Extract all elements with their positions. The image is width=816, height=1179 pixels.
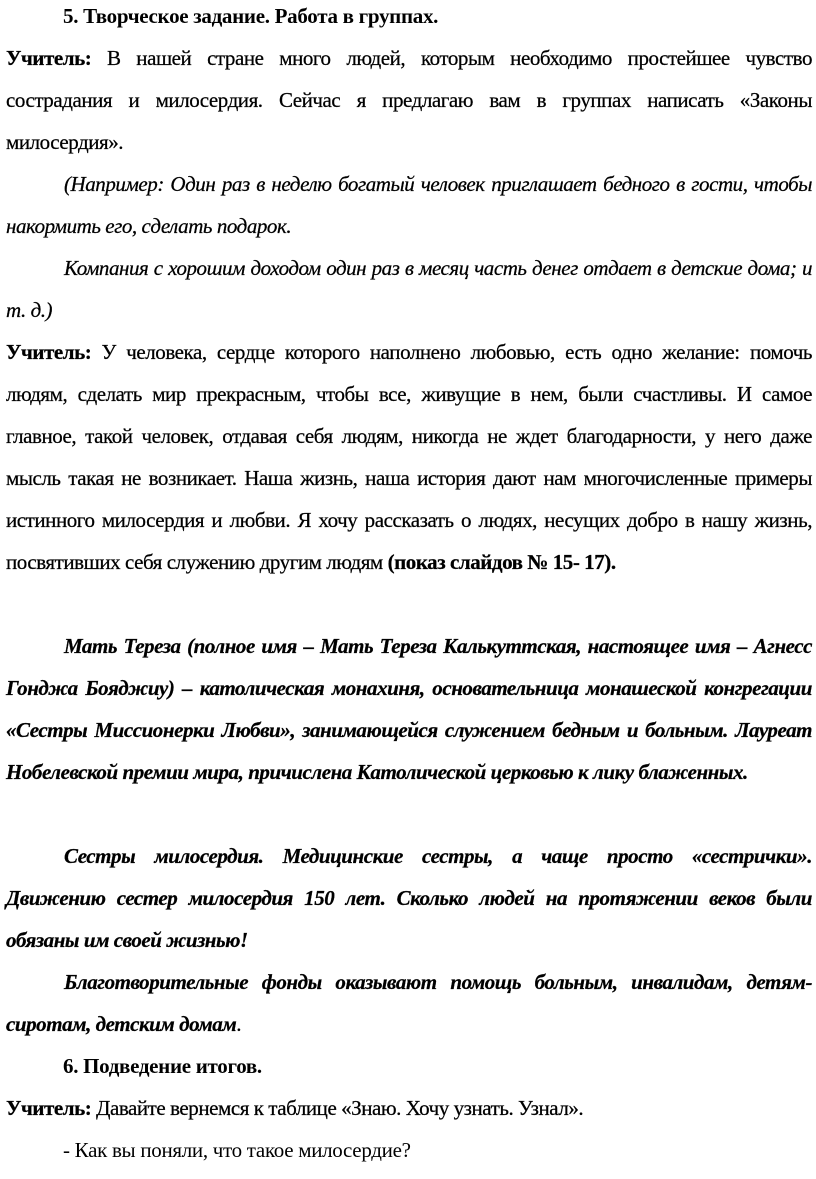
speaker-label: Учитель: — [6, 340, 92, 364]
teacher-paragraph-3 — [6, 1087, 812, 1129]
charity-paragraph — [6, 961, 812, 1045]
slides-note: (показ слайдов № 15- 17). — [387, 550, 616, 574]
charity-end: . — [236, 1012, 242, 1036]
speaker-label: Учитель: — [6, 1096, 92, 1120]
example-1: (Например: Один раз в неделю богатый человек приглашает бедного в гости, чтобы накормить его, сделать подарок. — [6, 172, 812, 238]
teacher-paragraph-1 — [6, 37, 812, 163]
paragraph-text: Давайте вернемся к таблице «Знаю. Хочу узнать. Узнал». — [91, 1096, 584, 1120]
question-line: - Как вы поняли, что такое милосердие? — [63, 1138, 411, 1162]
paragraph-text: У человека, сердце которого наполнено любовью, есть одно желание: помочь людям, сделать мир прекрасным, чтобы все, живущие в нем, были счастливы. И самое главное, такой человек, отдавая себя людям, никогда не ждет благодарности, у него даже мысль такая не возникает. Наша жизнь, наша история дают нам многочисленные примеры истинного милосердия и любви. Я хочу рассказать о людях, несущих добро в нашу жизнь, посвятивших себя служению другим людям — [6, 340, 812, 574]
teacher-paragraph-2 — [6, 331, 812, 583]
example-2: Компания с хорошим доходом один раз в месяц часть денег отдает в детские дома; и т. д.) — [6, 256, 812, 322]
mother-teresa-paragraph: Мать Тереза (полное имя – Мать Тереза Калькуттская, настоящее имя – Агнесс Гонджа Бояджиу) – католическая монахиня, основательница монашеской конгрегации «Сестры Миссионерки Любви», занимающейся служением бедным и больным. Лауреат Нобелевской премии мира, причислена Католической церковью к лику блаженных. — [6, 634, 812, 784]
section-5-heading: 5. Творческое задание. Работа в группах. — [63, 4, 439, 28]
speaker-label: Учитель: — [6, 46, 92, 70]
sisters-of-mercy-paragraph: Сестры милосердия. Медицинские сестры, а чаще просто «сестрички». Движению сестер милосердия 150 лет. Сколько людей на протяжении веков были обязаны им своей жизнью! — [6, 844, 812, 952]
charity-text: Благотворительные фонды оказывают помощь больным, инвалидам, детям-сиротам, детским домам — [6, 970, 812, 1036]
section-6-heading: 6. Подведение итогов. — [63, 1054, 262, 1078]
paragraph-text: В нашей стране много людей, которым необходимо простейшее чувство сострадания и милосердия. Сейчас я предлагаю вам в группах написать «Законы милосердия». — [6, 46, 812, 154]
